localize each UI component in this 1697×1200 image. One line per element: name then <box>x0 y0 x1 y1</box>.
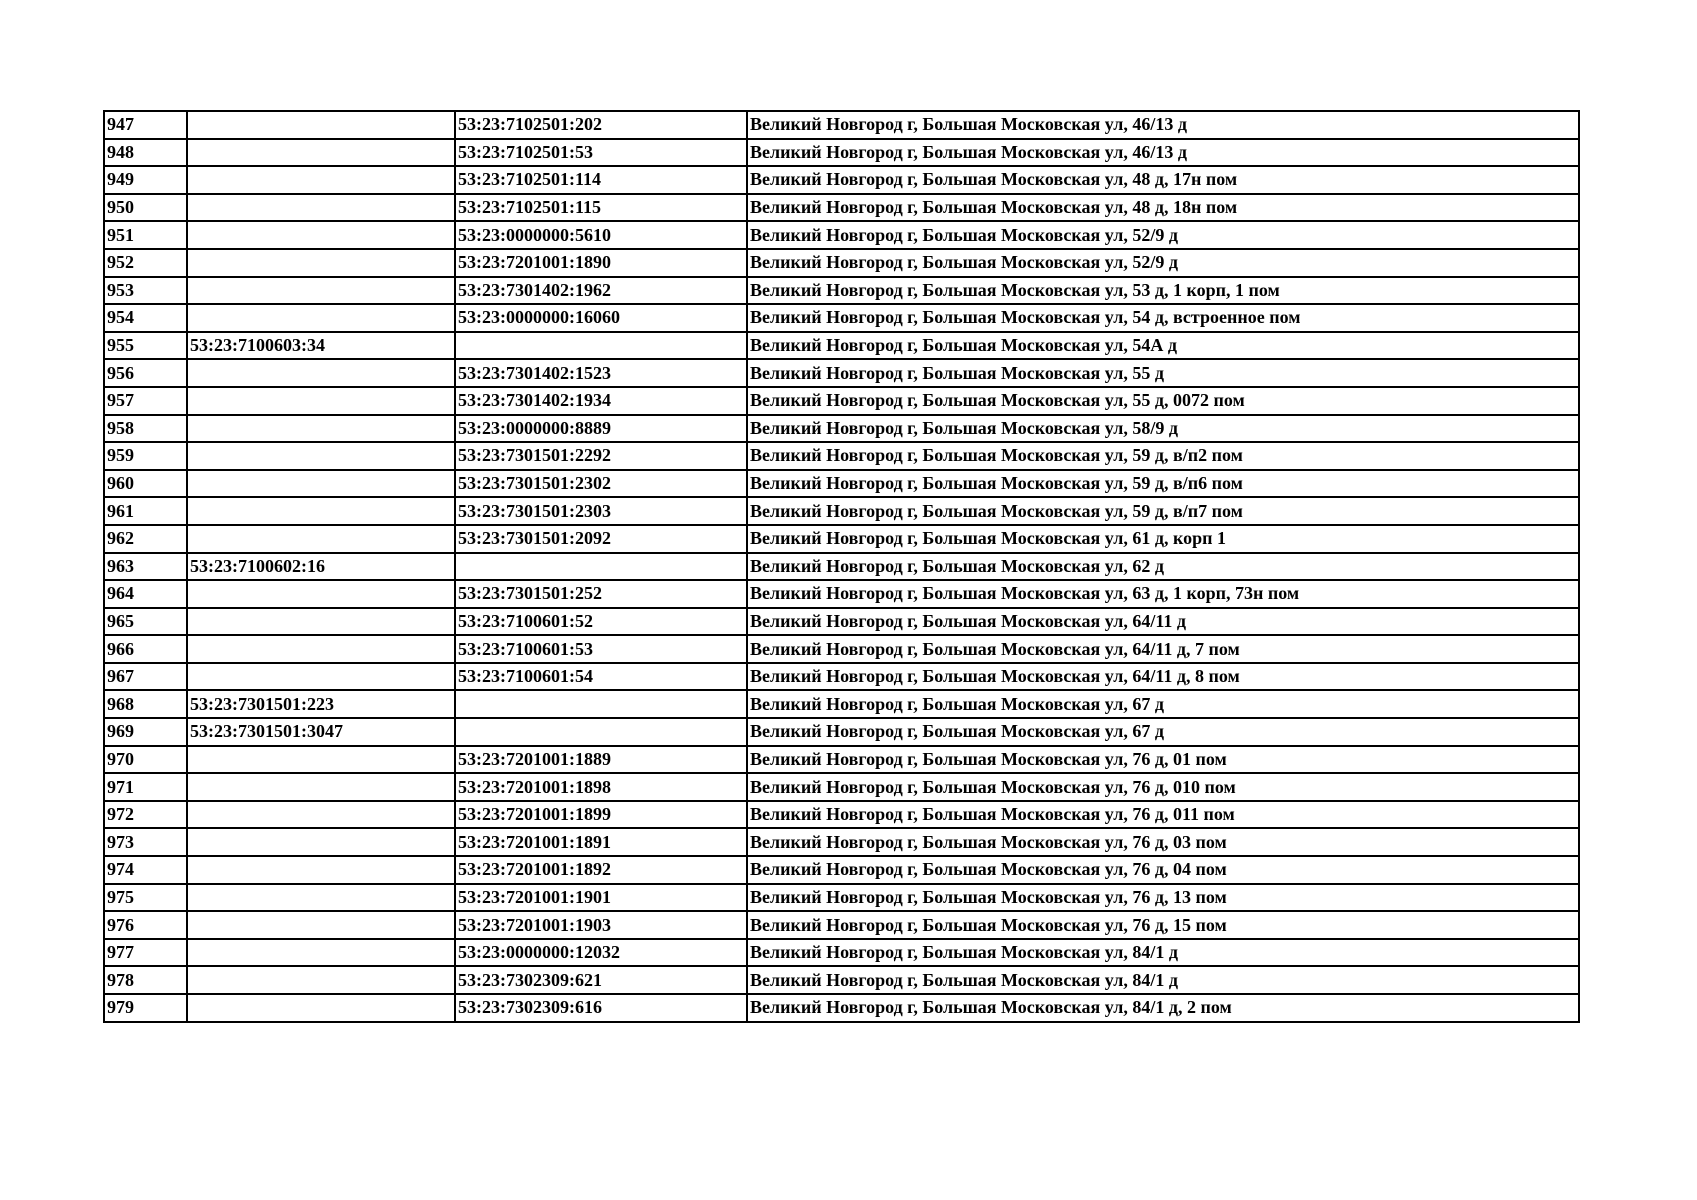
object-cadastral-number-cell: 53:23:0000000:12032 <box>455 939 747 967</box>
land-cadastral-number-cell <box>187 304 455 332</box>
land-cadastral-number-cell <box>187 415 455 443</box>
land-cadastral-number-cell <box>187 470 455 498</box>
object-cadastral-number-cell: 53:23:7100601:54 <box>455 663 747 691</box>
row-number-cell: 952 <box>104 249 187 277</box>
land-cadastral-number-cell <box>187 359 455 387</box>
row-number-cell: 957 <box>104 387 187 415</box>
table-row <box>104 884 1579 912</box>
table-row <box>104 166 1579 194</box>
object-cadastral-number-cell: 53:23:7301501:2092 <box>455 525 747 553</box>
table-row <box>104 442 1579 470</box>
row-number-cell: 963 <box>104 553 187 581</box>
table-row <box>104 608 1579 636</box>
table-row <box>104 746 1579 774</box>
object-cadastral-number-cell: 53:23:7301501:2302 <box>455 470 747 498</box>
row-number-cell: 968 <box>104 690 187 718</box>
table-row <box>104 553 1579 581</box>
land-cadastral-number-cell <box>187 580 455 608</box>
row-number-cell: 976 <box>104 911 187 939</box>
address-cell: Великий Новгород г, Большая Московская ул, 52/9 д <box>747 249 1579 277</box>
land-cadastral-number-cell: 53:23:7301501:223 <box>187 690 455 718</box>
land-cadastral-number-cell <box>187 277 455 305</box>
land-cadastral-number-cell <box>187 884 455 912</box>
row-number-cell: 972 <box>104 801 187 829</box>
row-number-cell: 959 <box>104 442 187 470</box>
object-cadastral-number-cell <box>455 332 747 360</box>
row-number-cell: 961 <box>104 497 187 525</box>
object-cadastral-number-cell <box>455 718 747 746</box>
object-cadastral-number-cell: 53:23:7301402:1523 <box>455 359 747 387</box>
address-cell: Великий Новгород г, Большая Московская ул, 67 д <box>747 718 1579 746</box>
row-number-cell: 978 <box>104 966 187 994</box>
row-number-cell: 969 <box>104 718 187 746</box>
address-cell: Великий Новгород г, Большая Московская ул, 63 д, 1 корп, 73н пом <box>747 580 1579 608</box>
object-cadastral-number-cell <box>455 690 747 718</box>
table-row <box>104 332 1579 360</box>
address-cell: Великий Новгород г, Большая Московская ул, 54А д <box>747 332 1579 360</box>
address-cell: Великий Новгород г, Большая Московская ул, 67 д <box>747 690 1579 718</box>
row-number-cell: 975 <box>104 884 187 912</box>
row-number-cell: 964 <box>104 580 187 608</box>
row-number-cell: 977 <box>104 939 187 967</box>
land-cadastral-number-cell: 53:23:7100602:16 <box>187 553 455 581</box>
land-cadastral-number-cell <box>187 249 455 277</box>
address-cell: Великий Новгород г, Большая Московская ул, 62 д <box>747 553 1579 581</box>
table-row <box>104 828 1579 856</box>
table-row <box>104 635 1579 663</box>
address-cell: Великий Новгород г, Большая Московская ул, 84/1 д <box>747 939 1579 967</box>
row-number-cell: 950 <box>104 194 187 222</box>
land-cadastral-number-cell <box>187 442 455 470</box>
object-cadastral-number-cell: 53:23:7102501:115 <box>455 194 747 222</box>
row-number-cell: 951 <box>104 221 187 249</box>
table-row <box>104 966 1579 994</box>
land-cadastral-number-cell: 53:23:7100603:34 <box>187 332 455 360</box>
land-cadastral-number-cell <box>187 608 455 636</box>
row-number-cell: 974 <box>104 856 187 884</box>
land-cadastral-number-cell <box>187 801 455 829</box>
row-number-cell: 973 <box>104 828 187 856</box>
object-cadastral-number-cell: 53:23:7102501:202 <box>455 111 747 139</box>
table-row <box>104 497 1579 525</box>
row-number-cell: 949 <box>104 166 187 194</box>
land-cadastral-number-cell <box>187 139 455 167</box>
address-cell: Великий Новгород г, Большая Московская ул, 55 д, 0072 пом <box>747 387 1579 415</box>
table-row <box>104 690 1579 718</box>
object-cadastral-number-cell: 53:23:7201001:1898 <box>455 773 747 801</box>
object-cadastral-number-cell: 53:23:7301501:2292 <box>455 442 747 470</box>
address-cell: Великий Новгород г, Большая Московская ул, 76 д, 13 пом <box>747 884 1579 912</box>
land-cadastral-number-cell <box>187 663 455 691</box>
address-cell: Великий Новгород г, Большая Московская ул, 46/13 д <box>747 139 1579 167</box>
row-number-cell: 953 <box>104 277 187 305</box>
address-cell: Великий Новгород г, Большая Московская ул, 53 д, 1 корп, 1 пом <box>747 277 1579 305</box>
object-cadastral-number-cell: 53:23:7301501:252 <box>455 580 747 608</box>
object-cadastral-number-cell: 53:23:7201001:1890 <box>455 249 747 277</box>
row-number-cell: 971 <box>104 773 187 801</box>
table-row <box>104 856 1579 884</box>
table-row <box>104 304 1579 332</box>
object-cadastral-number-cell: 53:23:7302309:621 <box>455 966 747 994</box>
row-number-cell: 955 <box>104 332 187 360</box>
land-cadastral-number-cell <box>187 773 455 801</box>
address-cell: Великий Новгород г, Большая Московская ул, 61 д, корп 1 <box>747 525 1579 553</box>
address-cell: Великий Новгород г, Большая Московская ул, 76 д, 01 пом <box>747 746 1579 774</box>
land-cadastral-number-cell <box>187 111 455 139</box>
address-cell: Великий Новгород г, Большая Московская ул, 54 д, встроенное пом <box>747 304 1579 332</box>
row-number-cell: 966 <box>104 635 187 663</box>
address-cell: Великий Новгород г, Большая Московская ул, 76 д, 010 пом <box>747 773 1579 801</box>
table-row <box>104 415 1579 443</box>
row-number-cell: 979 <box>104 994 187 1022</box>
object-cadastral-number-cell: 53:23:0000000:8889 <box>455 415 747 443</box>
object-cadastral-number-cell: 53:23:7302309:616 <box>455 994 747 1022</box>
address-cell: Великий Новгород г, Большая Московская ул, 84/1 д <box>747 966 1579 994</box>
row-number-cell: 954 <box>104 304 187 332</box>
row-number-cell: 965 <box>104 608 187 636</box>
row-number-cell: 970 <box>104 746 187 774</box>
object-cadastral-number-cell: 53:23:7100601:53 <box>455 635 747 663</box>
table-row <box>104 801 1579 829</box>
object-cadastral-number-cell: 53:23:7102501:53 <box>455 139 747 167</box>
land-cadastral-number-cell <box>187 525 455 553</box>
table-row <box>104 139 1579 167</box>
address-cell: Великий Новгород г, Большая Московская ул, 52/9 д <box>747 221 1579 249</box>
address-cell: Великий Новгород г, Большая Московская ул, 59 д, в/п7 пом <box>747 497 1579 525</box>
table-row <box>104 249 1579 277</box>
row-number-cell: 960 <box>104 470 187 498</box>
land-cadastral-number-cell <box>187 746 455 774</box>
address-cell: Великий Новгород г, Большая Московская ул, 59 д, в/п6 пом <box>747 470 1579 498</box>
row-number-cell: 948 <box>104 139 187 167</box>
table-row <box>104 111 1579 139</box>
table-row <box>104 387 1579 415</box>
land-cadastral-number-cell: 53:23:7301501:3047 <box>187 718 455 746</box>
object-cadastral-number-cell: 53:23:7201001:1903 <box>455 911 747 939</box>
land-cadastral-number-cell <box>187 828 455 856</box>
row-number-cell: 962 <box>104 525 187 553</box>
land-cadastral-number-cell <box>187 387 455 415</box>
land-cadastral-number-cell <box>187 856 455 884</box>
address-cell: Великий Новгород г, Большая Московская ул, 55 д <box>747 359 1579 387</box>
address-cell: Великий Новгород г, Большая Московская ул, 48 д, 17н пом <box>747 166 1579 194</box>
address-cell: Великий Новгород г, Большая Московская ул, 76 д, 03 пом <box>747 828 1579 856</box>
table-row <box>104 470 1579 498</box>
address-cell: Великий Новгород г, Большая Московская ул, 64/11 д, 7 пом <box>747 635 1579 663</box>
object-cadastral-number-cell: 53:23:7301402:1934 <box>455 387 747 415</box>
land-cadastral-number-cell <box>187 635 455 663</box>
table-row <box>104 194 1579 222</box>
object-cadastral-number-cell: 53:23:7100601:52 <box>455 608 747 636</box>
table-row <box>104 911 1579 939</box>
table-row <box>104 994 1579 1022</box>
address-cell: Великий Новгород г, Большая Московская ул, 64/11 д <box>747 608 1579 636</box>
land-cadastral-number-cell <box>187 994 455 1022</box>
address-cell: Великий Новгород г, Большая Московская ул, 46/13 д <box>747 111 1579 139</box>
land-cadastral-number-cell <box>187 911 455 939</box>
table-row <box>104 939 1579 967</box>
table-row <box>104 580 1579 608</box>
row-number-cell: 947 <box>104 111 187 139</box>
table-row <box>104 277 1579 305</box>
table-body <box>104 111 1579 1022</box>
address-cell: Великий Новгород г, Большая Московская ул, 58/9 д <box>747 415 1579 443</box>
land-cadastral-number-cell <box>187 497 455 525</box>
object-cadastral-number-cell: 53:23:7201001:1899 <box>455 801 747 829</box>
table-row <box>104 221 1579 249</box>
object-cadastral-number-cell <box>455 553 747 581</box>
object-cadastral-number-cell: 53:23:7201001:1889 <box>455 746 747 774</box>
land-cadastral-number-cell <box>187 966 455 994</box>
table-row <box>104 525 1579 553</box>
cadastral-table <box>103 110 1580 1023</box>
row-number-cell: 967 <box>104 663 187 691</box>
object-cadastral-number-cell: 53:23:7301402:1962 <box>455 277 747 305</box>
object-cadastral-number-cell: 53:23:7201001:1901 <box>455 884 747 912</box>
address-cell: Великий Новгород г, Большая Московская ул, 64/11 д, 8 пом <box>747 663 1579 691</box>
land-cadastral-number-cell <box>187 166 455 194</box>
row-number-cell: 958 <box>104 415 187 443</box>
table-row <box>104 663 1579 691</box>
address-cell: Великий Новгород г, Большая Московская ул, 84/1 д, 2 пом <box>747 994 1579 1022</box>
object-cadastral-number-cell: 53:23:0000000:5610 <box>455 221 747 249</box>
object-cadastral-number-cell: 53:23:7201001:1891 <box>455 828 747 856</box>
table-row <box>104 359 1579 387</box>
address-cell: Великий Новгород г, Большая Московская ул, 76 д, 011 пом <box>747 801 1579 829</box>
land-cadastral-number-cell <box>187 194 455 222</box>
object-cadastral-number-cell: 53:23:7301501:2303 <box>455 497 747 525</box>
land-cadastral-number-cell <box>187 221 455 249</box>
object-cadastral-number-cell: 53:23:7201001:1892 <box>455 856 747 884</box>
address-cell: Великий Новгород г, Большая Московская ул, 48 д, 18н пом <box>747 194 1579 222</box>
land-cadastral-number-cell <box>187 939 455 967</box>
address-cell: Великий Новгород г, Большая Московская ул, 59 д, в/п2 пом <box>747 442 1579 470</box>
object-cadastral-number-cell: 53:23:0000000:16060 <box>455 304 747 332</box>
object-cadastral-number-cell: 53:23:7102501:114 <box>455 166 747 194</box>
table-row <box>104 773 1579 801</box>
address-cell: Великий Новгород г, Большая Московская ул, 76 д, 15 пом <box>747 911 1579 939</box>
address-cell: Великий Новгород г, Большая Московская ул, 76 д, 04 пом <box>747 856 1579 884</box>
table-row <box>104 718 1579 746</box>
row-number-cell: 956 <box>104 359 187 387</box>
